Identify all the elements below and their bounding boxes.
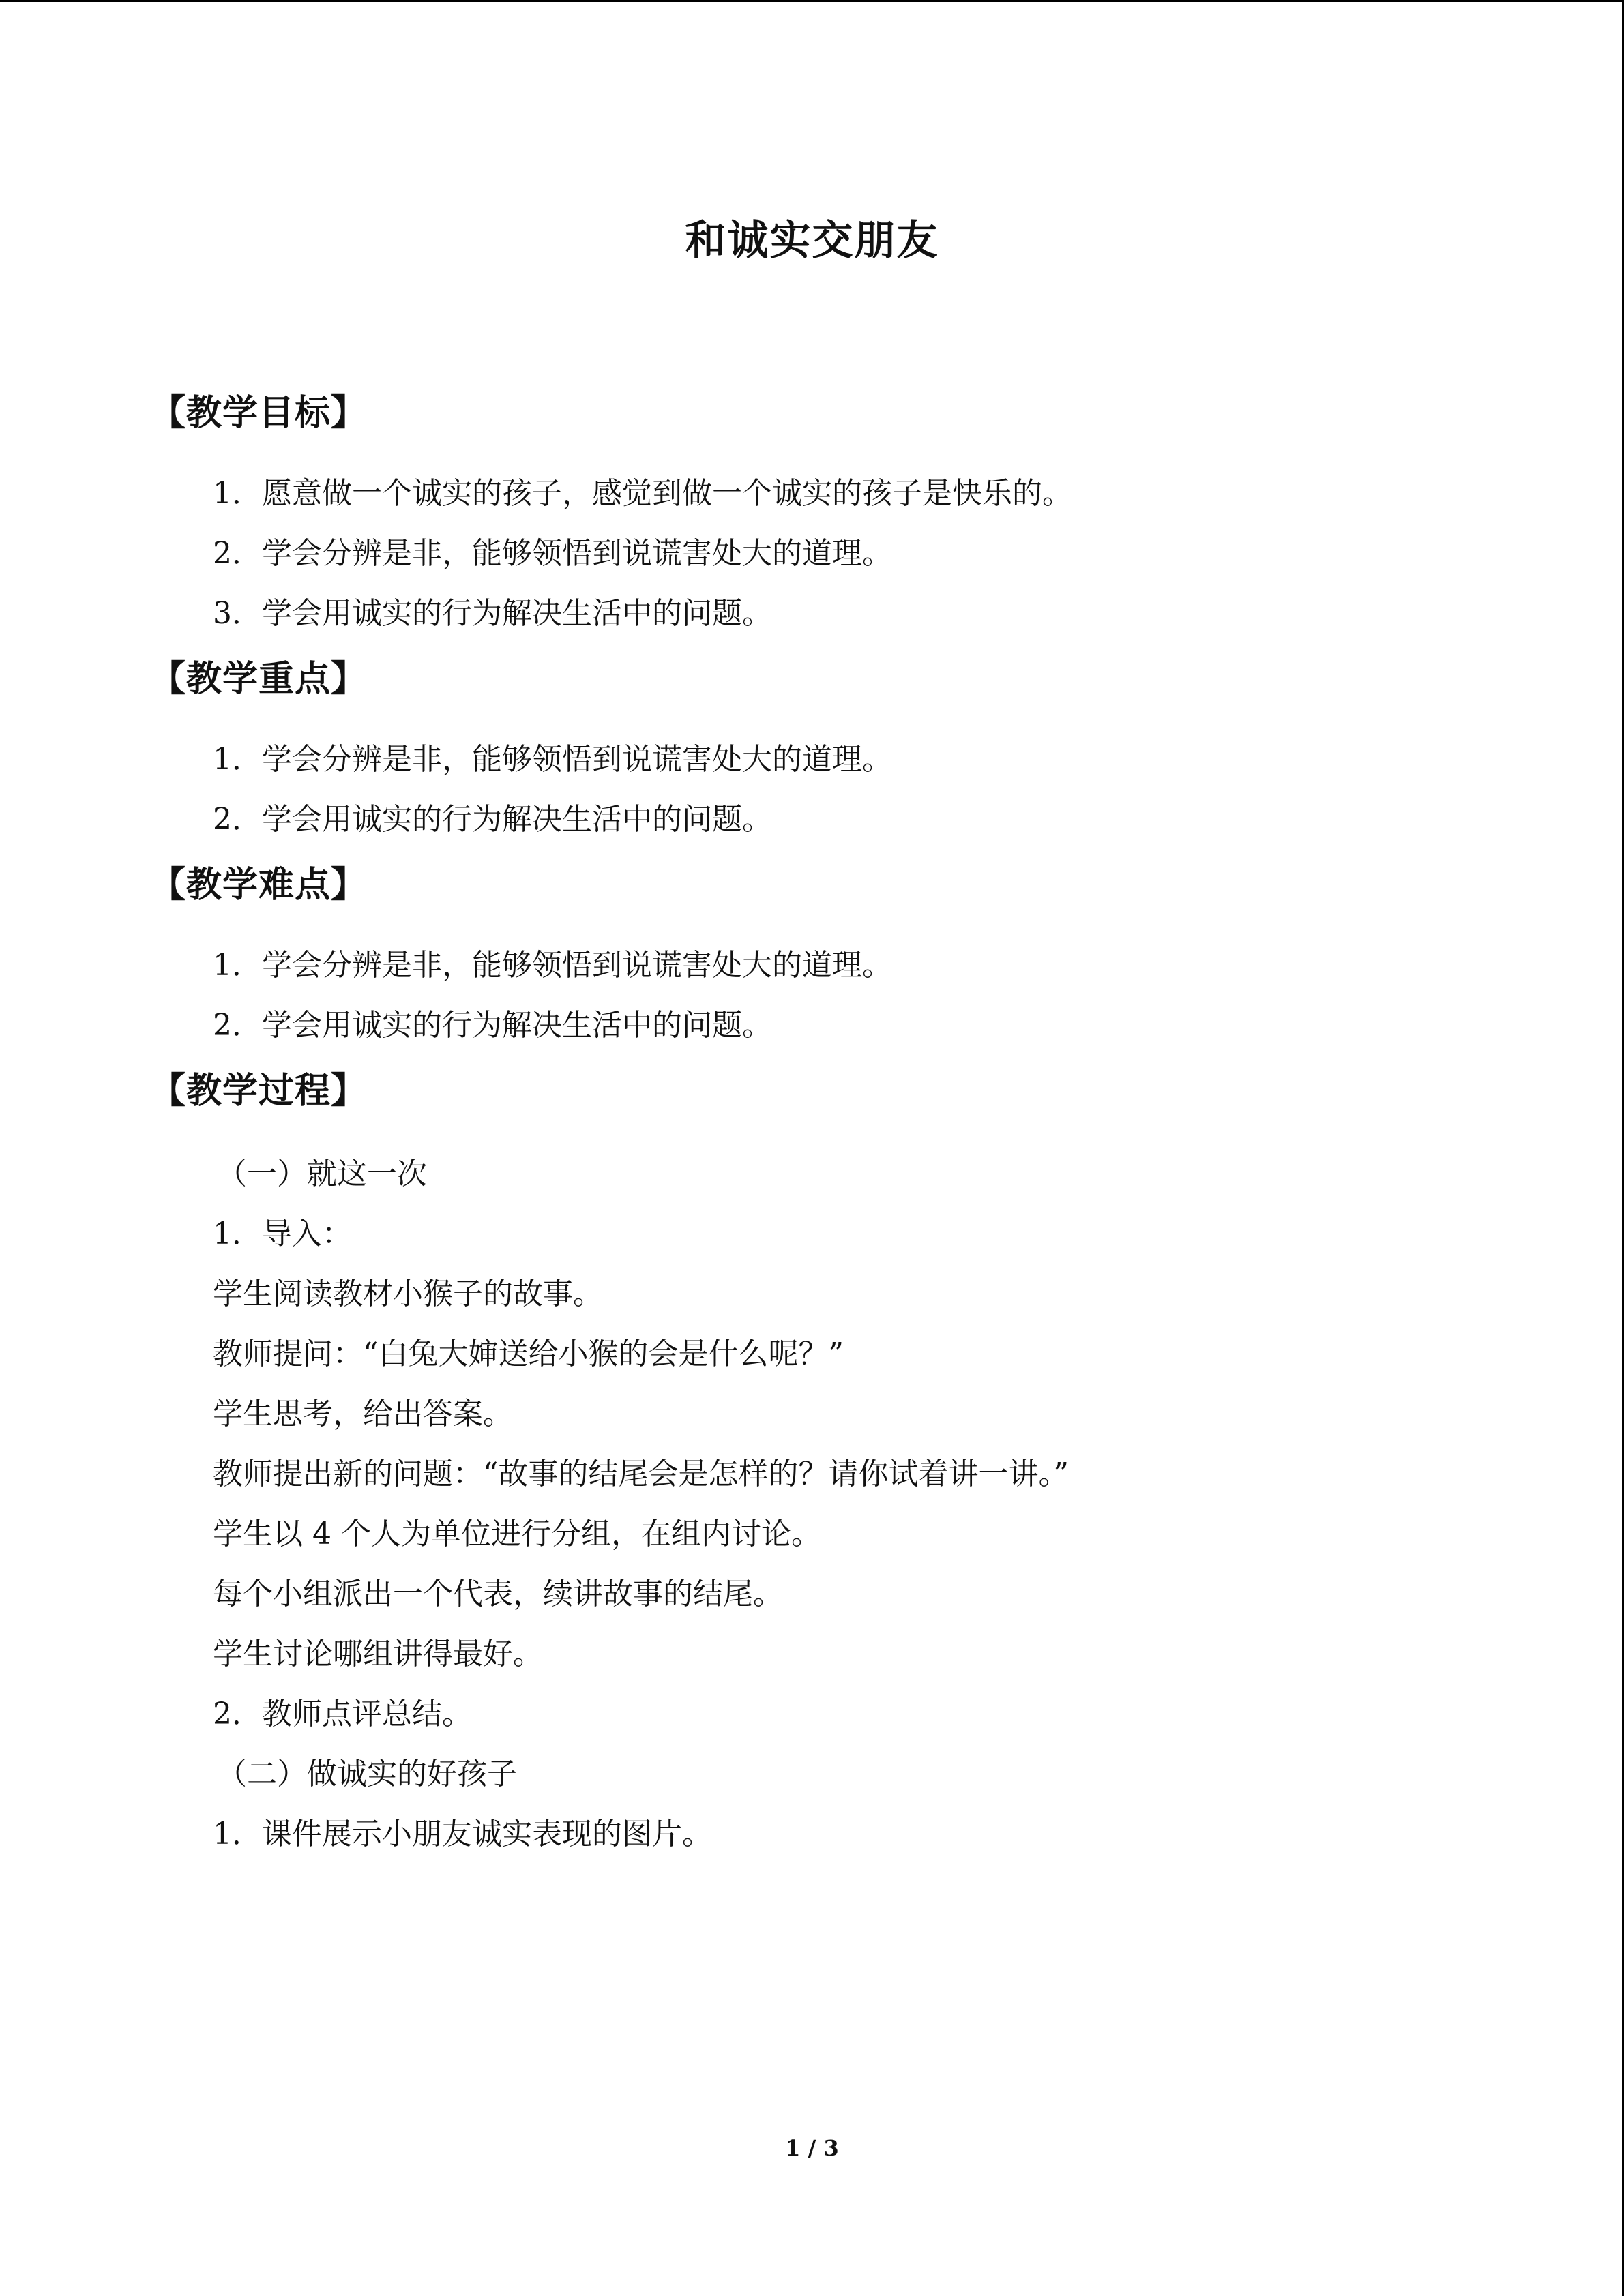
process-line-11: （二）做诚实的好孩子 bbox=[217, 1757, 517, 1791]
key-point-item-1: 1．学会分辨是非，能够领悟到说谎害处大的道理。 bbox=[213, 742, 892, 777]
process-line-6: 教师提出新的问题：“故事的结尾会是怎样的？请你试着讲一讲。” bbox=[213, 1457, 1069, 1491]
difficulty-item-1: 1．学会分辨是非，能够领悟到说谎害处大的道理。 bbox=[213, 948, 892, 983]
key-point-item-2: 2．学会用诚实的行为解决生活中的问题。 bbox=[213, 802, 772, 837]
section-heading-key-points: 【教学重点】 bbox=[150, 658, 368, 700]
difficulty-item-2: 2．学会用诚实的行为解决生活中的问题。 bbox=[213, 1008, 772, 1043]
process-line-8: 每个小组派出一个代表，续讲故事的结尾。 bbox=[213, 1577, 783, 1611]
process-line-1: （一）就这一次 bbox=[217, 1157, 427, 1191]
process-line-12: 1．课件展示小朋友诚实表现的图片。 bbox=[213, 1817, 712, 1851]
process-line-2: 1．导入： bbox=[213, 1217, 352, 1251]
process-line-10: 2．教师点评总结。 bbox=[213, 1697, 472, 1731]
section-heading-difficulties: 【教学难点】 bbox=[150, 864, 368, 906]
document-title: 和诚实交朋友 bbox=[685, 217, 939, 265]
objective-item-3: 3．学会用诚实的行为解决生活中的问题。 bbox=[213, 596, 772, 631]
objective-item-2: 2．学会分辨是非，能够领悟到说谎害处大的道理。 bbox=[213, 536, 892, 571]
process-line-5: 学生思考，给出答案。 bbox=[213, 1397, 513, 1431]
process-line-9: 学生讨论哪组讲得最好。 bbox=[213, 1637, 543, 1671]
process-line-4: 教师提问：“白兔大婶送给小猴的会是什么呢？” bbox=[213, 1337, 844, 1371]
section-heading-process: 【教学过程】 bbox=[150, 1070, 368, 1112]
page-number: 1 / 3 bbox=[785, 2135, 839, 2161]
section-heading-objectives: 【教学目标】 bbox=[150, 392, 368, 434]
process-line-7: 学生以 4 个人为单位进行分组，在组内讨论。 bbox=[213, 1517, 821, 1551]
process-line-3: 学生阅读教材小猴子的故事。 bbox=[213, 1277, 603, 1311]
objective-item-1: 1．愿意做一个诚实的孩子，感觉到做一个诚实的孩子是快乐的。 bbox=[213, 476, 1072, 511]
page-border-top bbox=[0, 0, 1624, 2]
